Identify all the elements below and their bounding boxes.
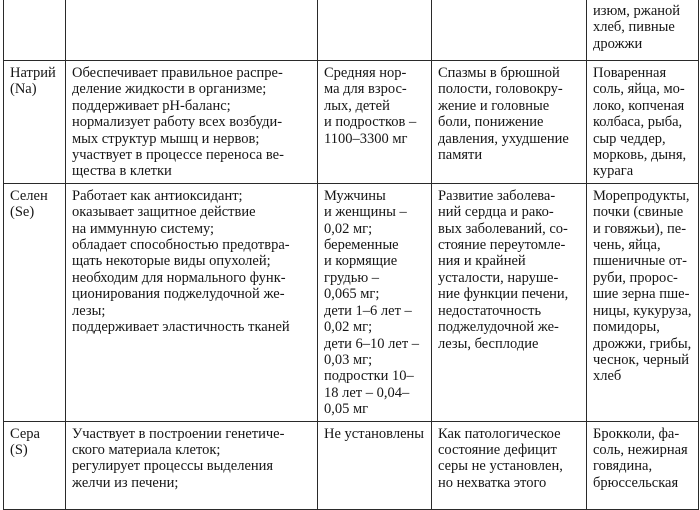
norm-text-line: дети 1–6 лет – xyxy=(324,302,412,319)
sources-text-line: хлеб, пивные xyxy=(593,19,675,36)
norm-text-line: 0,05 мг xyxy=(324,401,369,418)
sources-text-line: курага xyxy=(593,163,634,180)
element-text-line: (Na) xyxy=(10,81,37,98)
sources-text-line: колбаса, рыба, xyxy=(593,114,683,131)
function-cell xyxy=(66,61,318,184)
function-text-line: поддерживает эластичность тканей xyxy=(72,319,290,336)
element-text-line: Селен xyxy=(10,187,48,204)
norm-text-line: 0,065 мг; xyxy=(324,286,380,303)
sources-text-line: брюссельская xyxy=(593,474,679,491)
element-cell xyxy=(4,61,66,184)
deficiency-cell xyxy=(432,61,587,184)
deficiency-text-line: полости, головокру- xyxy=(438,81,563,98)
function-text-line: необходим для нормального функ- xyxy=(72,269,286,286)
norm-cell xyxy=(318,61,432,184)
norm-text-line: Мужчины xyxy=(324,187,386,204)
sources-text-line: говядина, xyxy=(593,458,653,475)
norm-text-line: дети 6–10 лет – xyxy=(324,335,420,352)
table-row xyxy=(4,183,699,421)
function-cell xyxy=(66,0,318,61)
norm-text-line: Средняя нор- xyxy=(324,65,407,81)
deficiency-cell xyxy=(432,421,587,509)
function-cell xyxy=(66,421,318,509)
table-row xyxy=(4,61,699,184)
function-text-line: лезы; xyxy=(72,302,106,319)
element-text-line: (S) xyxy=(10,441,28,458)
sources-text-line: руби, пророс- xyxy=(593,269,678,286)
deficiency-text-line: Как патологическое xyxy=(438,425,561,442)
sources-text-line: Поваренная xyxy=(593,65,667,81)
function-cell xyxy=(66,183,318,421)
element-text-line: (Se) xyxy=(10,204,35,221)
function-text-line: ционирования поджелудочной же- xyxy=(72,286,285,303)
function-text-line: Участвует в построении генетиче- xyxy=(72,425,285,442)
function-text-line: ского материала клеток; xyxy=(72,441,221,458)
function-text-line: щества в клетки xyxy=(72,163,172,180)
function-text-line: мых структур мышц и нервов; xyxy=(72,130,260,147)
function-text-line: щать некоторые виды опухолей; xyxy=(72,253,271,270)
element-text-line: Натрий xyxy=(10,65,56,81)
deficiency-text-line: жение и головные xyxy=(438,97,550,114)
function-text-line: регулирует процессы выделения xyxy=(72,458,274,475)
function-text-line: желчи из печени; xyxy=(72,474,179,491)
sources-text-line: и говяжьи), пе- xyxy=(593,220,687,237)
table-row xyxy=(4,421,699,509)
deficiency-text-line: Спазмы в брюшной xyxy=(438,65,560,81)
sources-text-line: дрожжи xyxy=(593,35,643,52)
function-text-line: Работает как антиоксидант; xyxy=(72,187,243,204)
sources-text-line: пшеничные от- xyxy=(593,253,687,270)
sources-text-line: почки (свиные xyxy=(593,204,684,221)
element-cell xyxy=(4,0,66,61)
function-text-line: поддерживает pH-баланс; xyxy=(72,97,231,114)
deficiency-text-line: ние функции печени, xyxy=(438,286,569,303)
element-cell xyxy=(4,183,66,421)
element-text-line: Сера xyxy=(10,425,40,442)
norm-text-line: 0,03 мг; xyxy=(324,351,373,368)
deficiency-text-line: памяти xyxy=(438,147,483,164)
norm-text-line: Не установлены xyxy=(324,425,425,442)
deficiency-text-line: поджелудочной же- xyxy=(438,319,559,336)
deficiency-text-line: ния и крайней xyxy=(438,253,526,270)
norm-text-line: 18 лет – 0,04– xyxy=(324,384,410,401)
function-text-line: на иммунную систему; xyxy=(72,220,215,237)
sources-text-line: соль, нежирная xyxy=(593,441,688,458)
sources-text-line: изюм, ржаной xyxy=(593,3,681,19)
function-text-line: деление жидкости в организме; xyxy=(72,81,267,98)
deficiency-text-line: давления, ухудшение xyxy=(438,130,569,147)
function-text-line: оказывает защитное действие xyxy=(72,204,256,221)
function-text-line: участвует в процессе переноса ве- xyxy=(72,147,284,164)
deficiency-text-line: вых заболеваний, со- xyxy=(438,220,568,237)
function-text-line: нормализует работу всех возбуди- xyxy=(72,114,283,131)
norm-text-line: 0,02 мг; xyxy=(324,319,373,336)
deficiency-text-line: лезы, бесплодие xyxy=(438,335,539,352)
sources-cell xyxy=(587,183,699,421)
norm-cell xyxy=(318,0,432,61)
deficiency-cell xyxy=(432,0,587,61)
deficiency-text-line: стояние переутомле- xyxy=(438,237,566,254)
sources-text-line: Брокколи, фа- xyxy=(593,425,680,442)
sources-cell xyxy=(587,0,699,61)
deficiency-text-line: Развитие заболева- xyxy=(438,187,556,204)
sources-cell xyxy=(587,61,699,184)
sources-text-line: дрожжи, грибы, xyxy=(593,335,692,352)
deficiency-text-line: но нехватка этого xyxy=(438,474,547,491)
norm-text-line: лых, детей xyxy=(324,97,390,114)
norm-text-line: грудью – xyxy=(324,269,380,286)
sources-text-line: морковь, дыня, xyxy=(593,147,687,164)
sources-text-line: шие зерна пше- xyxy=(593,286,690,303)
sources-text-line: соль, яйца, мо- xyxy=(593,81,685,98)
norm-text-line: и подростков – xyxy=(324,114,417,131)
norm-text-line: 0,02 мг; xyxy=(324,220,373,237)
deficiency-text-line: недостаточность xyxy=(438,302,542,319)
sources-text-line: сыр чеддер, xyxy=(593,130,666,147)
sources-text-line: чень, яйца, xyxy=(593,237,661,254)
sources-text-line: хлеб xyxy=(593,368,622,385)
sources-text-line: локо, копченая xyxy=(593,97,685,114)
function-text-line: обладает способностью предотвра- xyxy=(72,237,290,254)
function-text-line: Обеспечивает правильное распре- xyxy=(72,65,283,81)
norm-text-line: беременные xyxy=(324,237,399,254)
norm-cell xyxy=(318,183,432,421)
norm-text-line: 1100–3300 мг xyxy=(324,130,408,147)
norm-text-line: подростки 10– xyxy=(324,368,414,385)
norm-text-line: и женщины – xyxy=(324,204,407,221)
deficiency-text-line: боли, понижение xyxy=(438,114,544,131)
norm-text-line: и кормящие xyxy=(324,253,398,270)
table-row xyxy=(4,0,699,61)
sources-text-line: помидоры, xyxy=(593,319,660,336)
deficiency-text-line: серы не установлен, xyxy=(438,458,563,475)
sources-text-line: ницы, кукуруза, xyxy=(593,302,692,319)
element-cell xyxy=(4,421,66,509)
deficiency-text-line: ний сердца и рако- xyxy=(438,204,554,221)
deficiency-text-line: состояние дефицит xyxy=(438,441,557,458)
norm-text-line: ма для взрос- xyxy=(324,81,407,98)
sources-cell xyxy=(587,421,699,509)
sources-text-line: Морепродукты, xyxy=(593,187,690,204)
deficiency-text-line: усталости, наруше- xyxy=(438,269,559,286)
nutrient-table xyxy=(3,0,699,510)
deficiency-cell xyxy=(432,183,587,421)
norm-cell xyxy=(318,421,432,509)
sources-text-line: чеснок, черный xyxy=(593,351,690,368)
